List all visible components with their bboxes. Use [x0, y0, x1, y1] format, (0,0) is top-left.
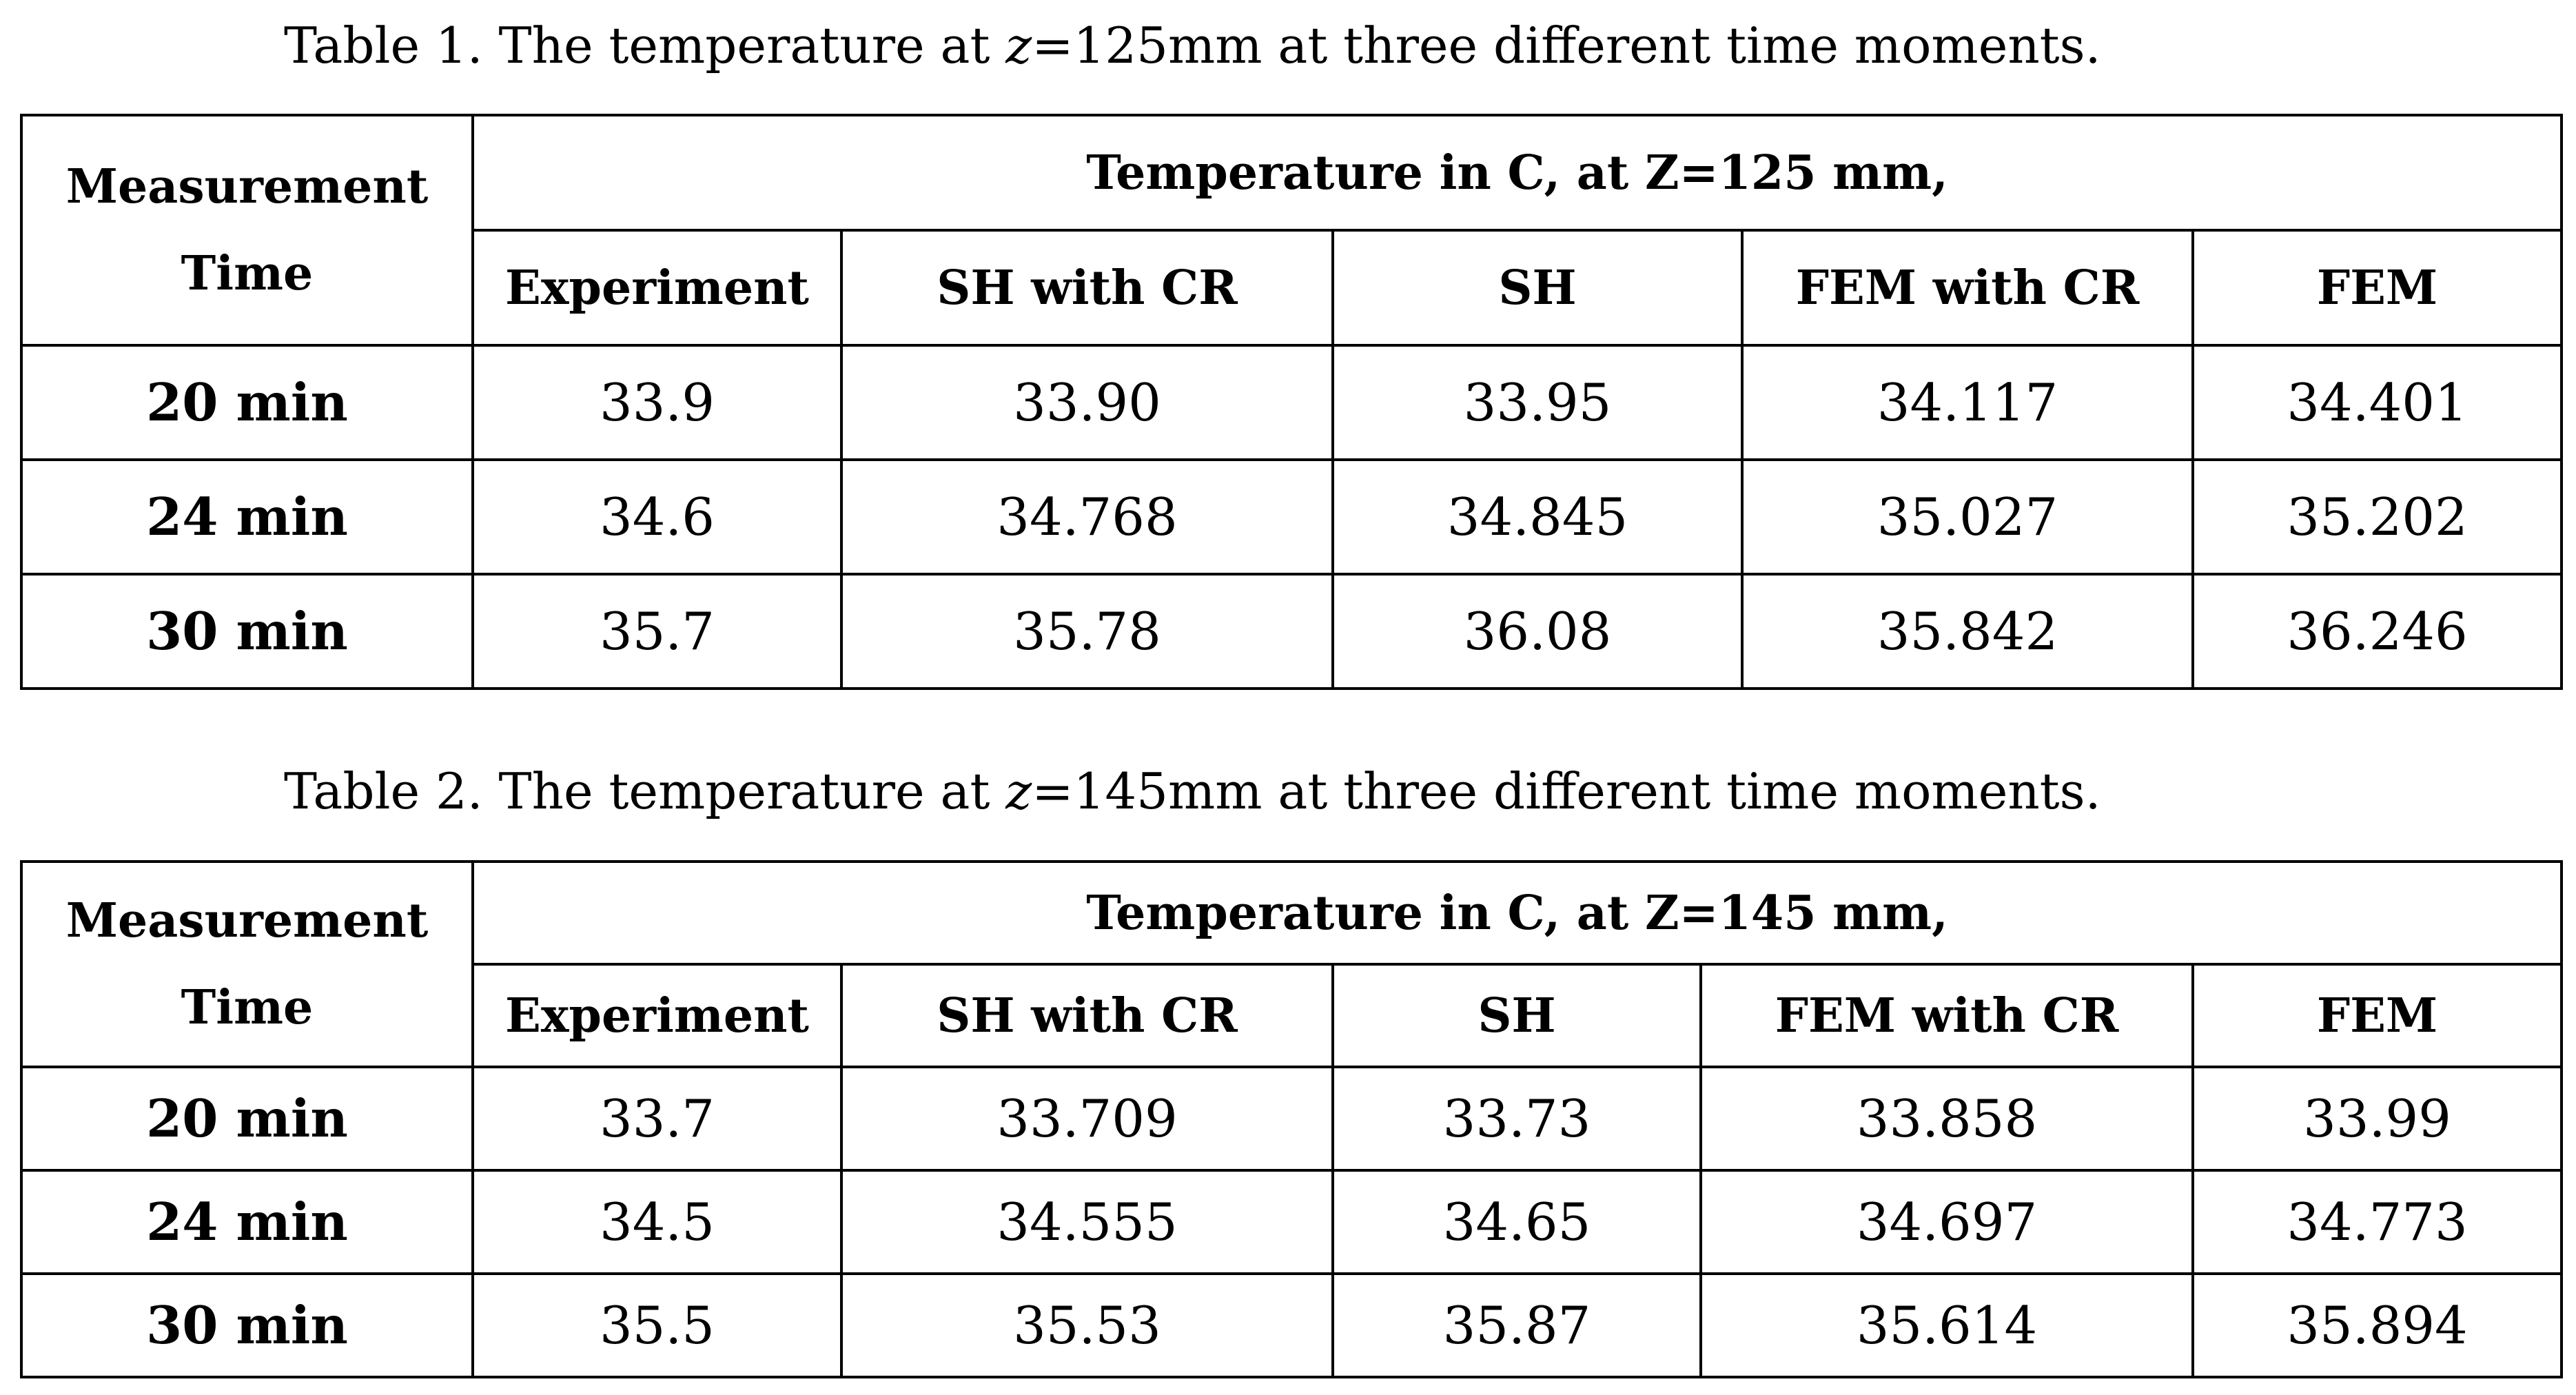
caption-suffix: =145mm at three different time moments.	[1032, 762, 2101, 820]
table-cell: 35.842	[1742, 574, 2193, 689]
table-cell: 34.5	[473, 1170, 841, 1274]
table-row	[21, 1067, 2562, 1170]
table-cell: 33.7	[473, 1067, 841, 1170]
table-cell: 34.65	[1333, 1170, 1701, 1274]
row-time: 30 min	[21, 1274, 473, 1377]
row-time: 24 min	[21, 1170, 473, 1274]
table-cell: 36.246	[2193, 574, 2562, 689]
table-cell: 33.90	[841, 345, 1333, 460]
table-cell: 33.9	[473, 345, 841, 460]
column-header: SH with CR	[841, 964, 1333, 1067]
table-2	[20, 860, 2563, 1378]
caption-variable: z	[1005, 17, 1032, 74]
column-header: FEM with CR	[1742, 230, 2193, 345]
table-cell: 35.7	[473, 574, 841, 689]
measurement-time-header	[21, 115, 473, 345]
caption-prefix: Table 2. The temperature at	[284, 762, 1006, 820]
table-cell: 34.697	[1701, 1170, 2193, 1274]
table-cell: 34.117	[1742, 345, 2193, 460]
column-header: FEM	[2193, 230, 2562, 345]
row-time: 30 min	[21, 574, 473, 689]
table-cell: 35.53	[841, 1274, 1333, 1377]
temperature-group-header: Temperature in C, at Z=145 mm,	[473, 862, 2562, 964]
table-1-caption	[284, 17, 2101, 74]
table-row	[21, 1170, 2562, 1274]
header-line: Measurement	[65, 159, 429, 214]
temperature-group-header: Temperature in C, at Z=125 mm,	[473, 115, 2562, 230]
table-cell: 34.401	[2193, 345, 2562, 460]
table-cell: 34.6	[473, 460, 841, 574]
table-2-caption	[284, 762, 2101, 820]
column-header: Experiment	[473, 230, 841, 345]
table-cell: 35.202	[2193, 460, 2562, 574]
caption-prefix: Table 1. The temperature at	[284, 17, 1006, 74]
measurement-time-header	[21, 862, 473, 1067]
header-line: Measurement	[65, 893, 429, 948]
column-header: FEM	[2193, 964, 2562, 1067]
table-row	[21, 460, 2562, 574]
table-cell: 34.845	[1333, 460, 1742, 574]
column-header: SH	[1333, 964, 1701, 1067]
column-header: SH with CR	[841, 230, 1333, 345]
table-cell: 33.709	[841, 1067, 1333, 1170]
row-time: 24 min	[21, 460, 473, 574]
table-cell: 33.95	[1333, 345, 1742, 460]
table-cell: 33.99	[2193, 1067, 2562, 1170]
table-cell: 35.894	[2193, 1274, 2562, 1377]
table-cell: 34.773	[2193, 1170, 2562, 1274]
header-line: Time	[181, 246, 314, 301]
table-cell: 35.87	[1333, 1274, 1701, 1377]
table-row	[21, 345, 2562, 460]
table-cell: 33.858	[1701, 1067, 2193, 1170]
table-cell: 36.08	[1333, 574, 1742, 689]
row-time: 20 min	[21, 1067, 473, 1170]
table-row	[21, 574, 2562, 689]
row-time: 20 min	[21, 345, 473, 460]
caption-suffix: =125mm at three different time moments.	[1032, 17, 2101, 74]
header-row	[21, 862, 2562, 964]
column-header: FEM with CR	[1701, 964, 2193, 1067]
table-cell: 35.027	[1742, 460, 2193, 574]
column-header: Experiment	[473, 964, 841, 1067]
table-1	[20, 114, 2563, 690]
table-row	[21, 1274, 2562, 1377]
table-cell: 34.555	[841, 1170, 1333, 1274]
table-cell: 35.78	[841, 574, 1333, 689]
header-row	[21, 115, 2562, 230]
header-line: Time	[181, 980, 314, 1035]
table-cell: 35.5	[473, 1274, 841, 1377]
table-cell: 35.614	[1701, 1274, 2193, 1377]
table-cell: 33.73	[1333, 1067, 1701, 1170]
caption-variable: z	[1005, 762, 1032, 820]
column-header: SH	[1333, 230, 1742, 345]
table-cell: 34.768	[841, 460, 1333, 574]
